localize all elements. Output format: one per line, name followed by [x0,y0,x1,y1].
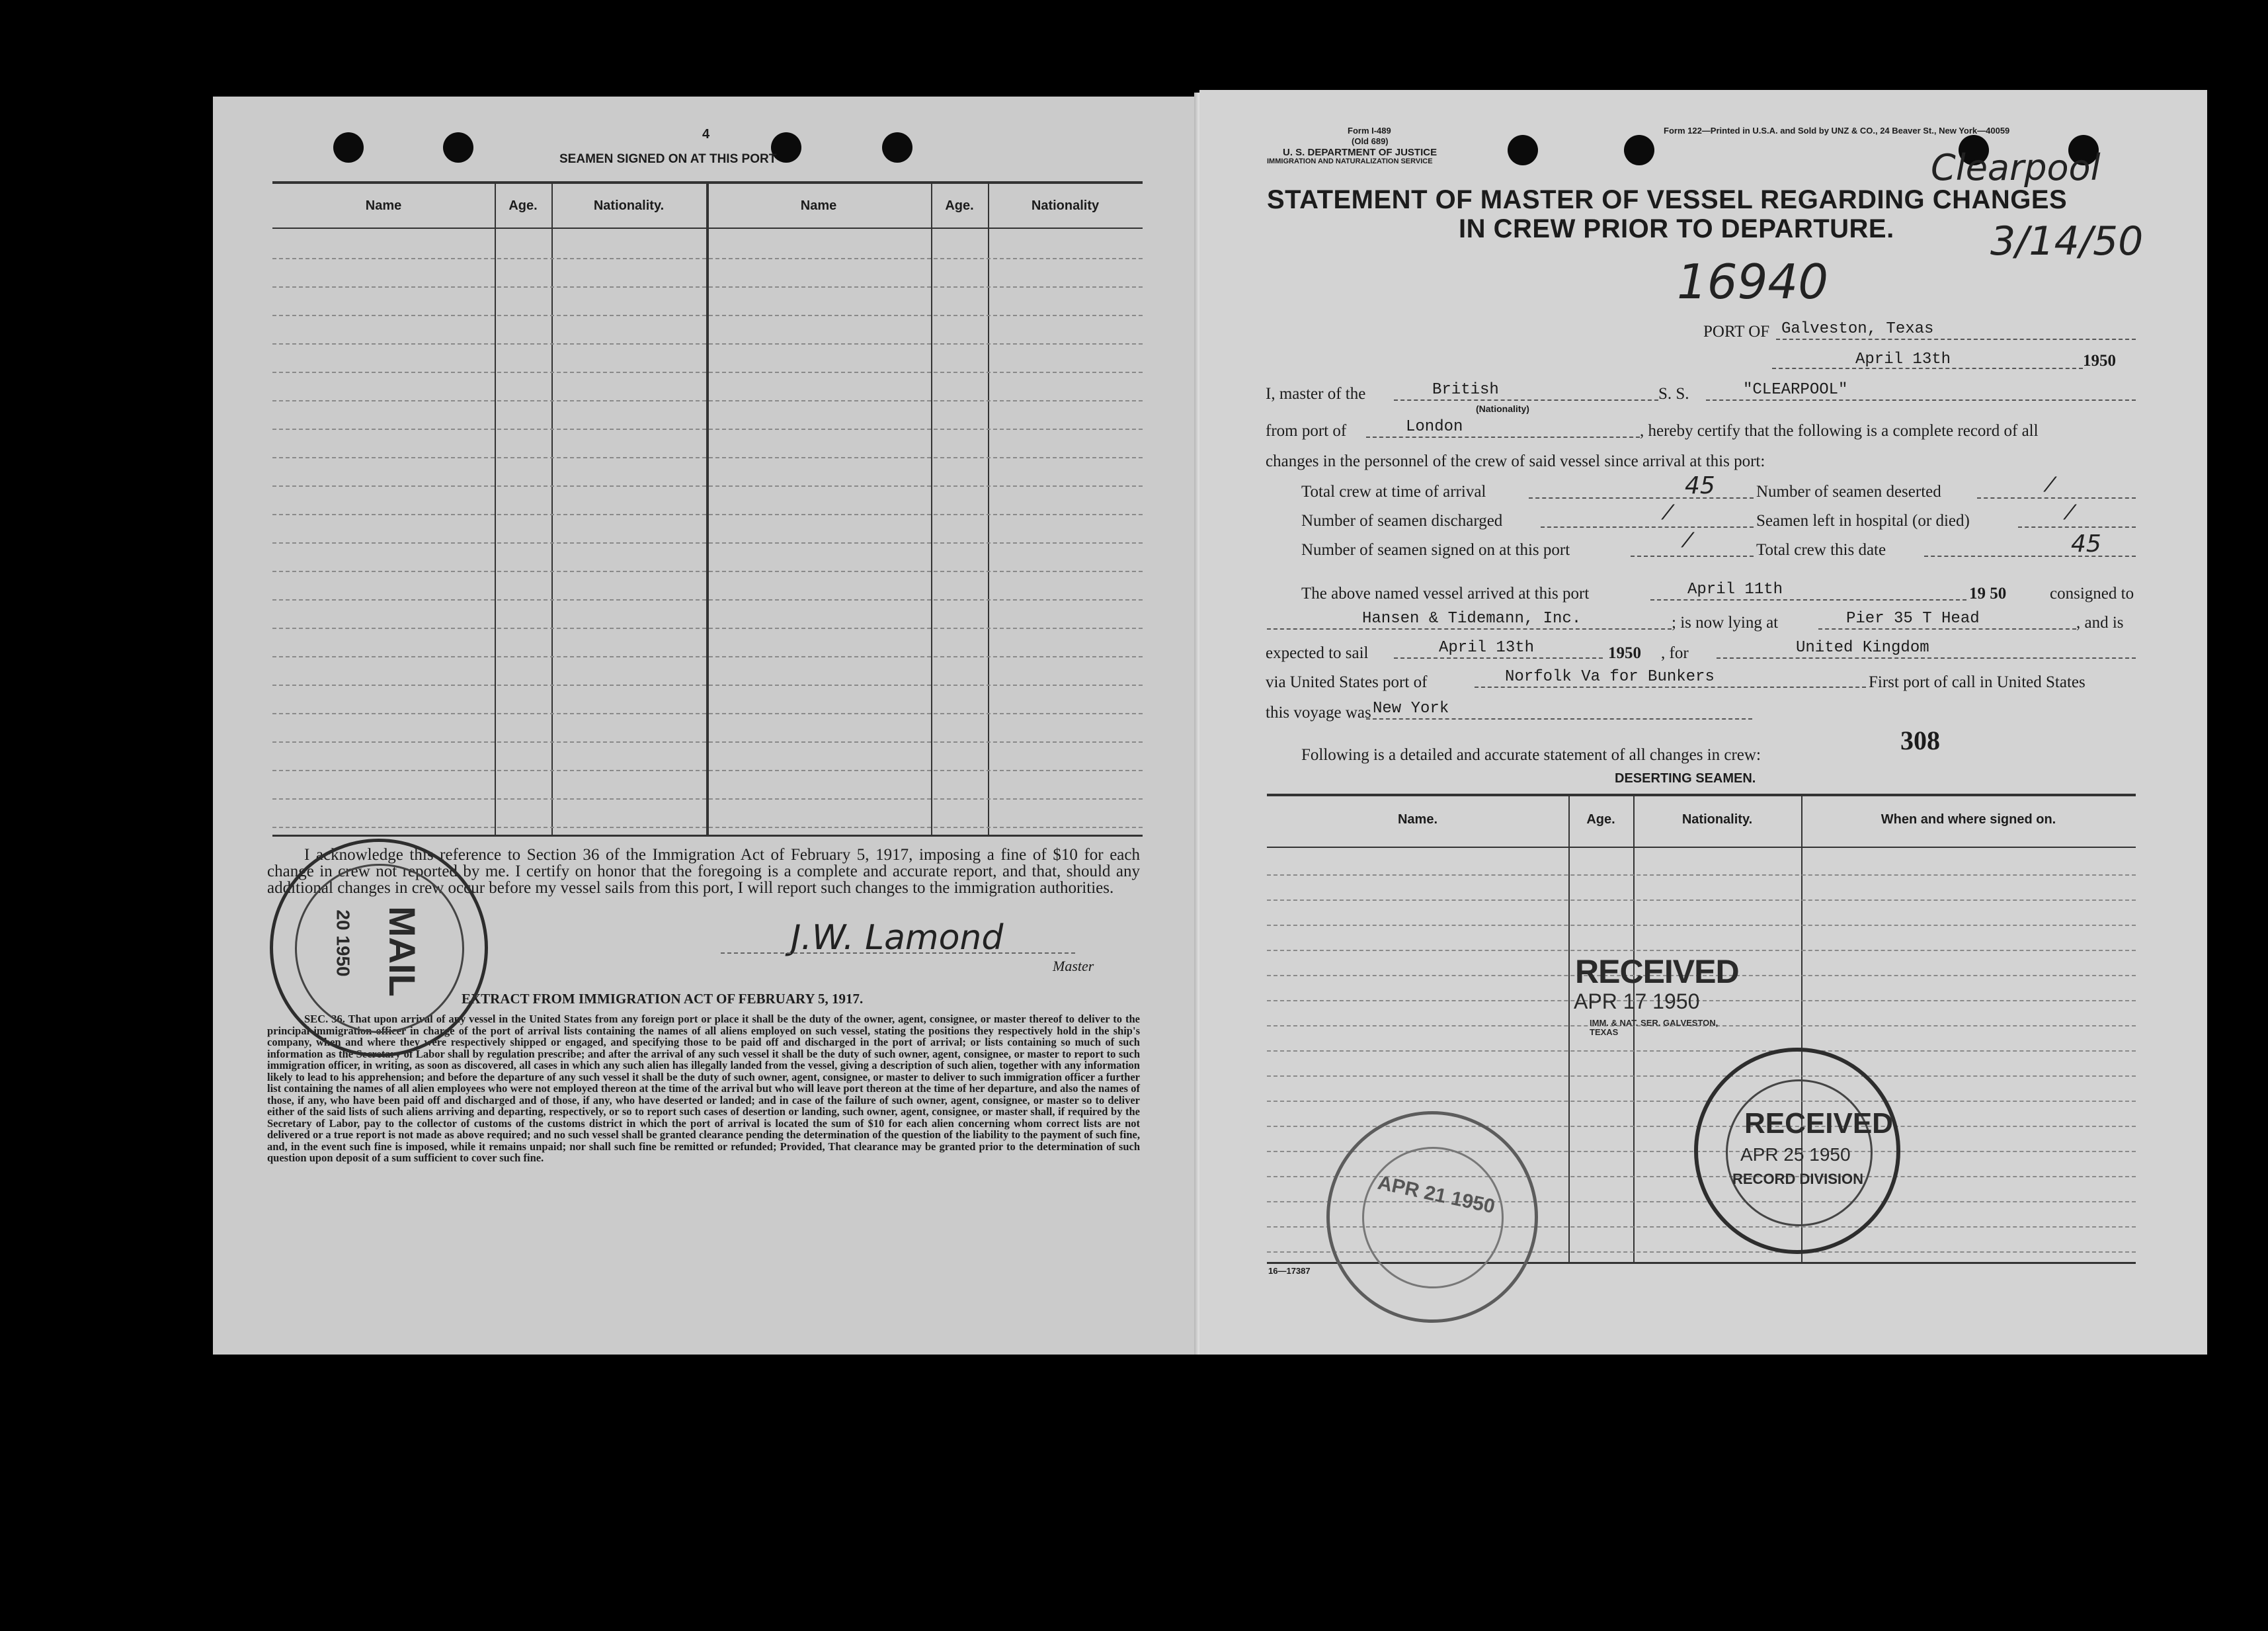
arrived-value: April 11th [1687,581,1783,599]
table-row-line [272,798,1143,800]
total-crew-date-value: 45 [2071,530,2101,558]
table-row-line [272,485,1143,487]
voyage-line [1366,718,1752,720]
table-rule [272,835,1143,837]
table-row-line [272,571,1143,572]
consigned-label: consigned to [2050,585,2134,603]
received-stamp-1-sub: IMM. & NAT. SER. GALVESTON, TEXAS [1590,1018,1719,1037]
expected-line [1394,657,1603,659]
table-row-line [272,656,1143,657]
table-row-line [272,514,1143,515]
table-row-line [272,827,1143,828]
form-title-line2: IN CREW PRIOR TO DEPARTURE. [1459,214,1894,243]
received-stamp-2-date: APR 25 1950 [1740,1144,1851,1165]
table-row-line [272,258,1143,259]
column-header: Name [800,198,837,213]
from-port-line [1366,437,1640,438]
year-value: 1950 [2083,352,2116,370]
extract-text: SEC. 36. That upon arrival of any vessel in the United States from any foreign port or place it shall be the duty of the owner, agent, consignee, or master thereof to deliver to the principal immigration officer in charge of the port of arrival lists containing the names of all aliens employed on such vessel, stating the positions they respectively hold in the ship's company, when and where they were respectively shipped or engaged, and specifying those to be paid off and discharged in the port of arrival; or lists containing so much of such information as the Secretary of Labor shall by regulation prescribe; and after the arrival of any such vessel it shall be the duty of such owner, agent, consignee, or master to report to such immigration officer, in writing, as soon as discovered, all cases in which any such alien has illegally landed from the vessel, giving a description of such alien, together with any information likely to lead to his apprehension; and before the departure of any such vessel it shall be the duty of such owner, agent, consignee, or master to deliver to such immigration officer a further list containing the names of all alien employees who were not employed thereon at the time of the arrival but who will leave port thereon at the time of her departure, and also the names of those, if any, who have been paid off and discharged and of those, if any, who have deserted or landed; and in case of the failure of such owner, agent, consignee, or master so to deliver either of the said lists of such aliens arriving and departing, respectively, or so to report such cases of desertion or landing, such owner, agent, consignee, or master shall, if required by the Secretary of Labor, pay to the collector of customs of the customs district in which the port of arrival is located the sum of $10 for each alien concerning whom correct lists are not delivered or a true report is not made as above required; and no such vessel shall be granted clearance pending the determination of the question of the liability to the payment of such fine, and, in the event such fine is imposed, while it remains unpaid; nor shall such fine be remitted or refunded; Provided, That clearance may be granted prior to the determination of such question upon deposit of a sum sufficient to cover such fine. [267,1013,1140,1164]
signed-on-line [1631,556,1754,557]
handwritten-vessel-name: Clearpool [1931,147,2101,188]
certify-text: , hereby certify that the following is a complete record of all [1640,422,2039,440]
acknowledgement-text: I acknowledge this reference to Section 36 of the Immigration Act of February 5, 1917, imposing a fine of $10 for each change in crew not reported by me. I certify on honor that the foregoing is a complete and accurate report, and that, should any additional changes in crew occur before my vessel sails from this port, I will report such changes to the immigration authorities. [267,846,1140,897]
expected-value: April 13th [1439,639,1535,657]
deserted-line [1977,497,2136,499]
discharged-label: Number of seamen discharged [1301,512,1503,530]
consignee-line [1267,628,1672,630]
received-stamp-1-date: APR 17 1950 [1574,989,1700,1013]
table-row-line [272,542,1143,544]
port-of-line [1776,339,2136,340]
hospital-label: Seamen left in hospital (or died) [1756,512,1970,530]
deserted-label: Number of seamen deserted [1756,483,1941,501]
nationality-caption: (Nationality) [1476,403,1529,414]
punch-hole [882,132,912,163]
left-table-title: SEAMEN SIGNED ON AT THIS PORT [559,152,777,166]
for-value: United Kingdom [1796,639,1929,657]
lying-value: Pier 35 T Head [1846,610,1980,628]
total-crew-date-line [1924,556,2136,557]
voyage-value: New York [1373,700,1449,718]
from-port-label: from port of [1266,422,1347,440]
footer-code: 16—17387 [1268,1266,1311,1276]
printer-line: Form 122—Printed in U.S.A. and Sold by UNZ & CO., 24 Beaver St., New York—40059 [1664,126,2010,136]
nationality-line [1394,399,1658,401]
table-rule [495,184,496,835]
column-header: Nationality. [593,198,665,213]
lying-line [1818,628,2076,630]
received-stamp-1: RECEIVED [1575,953,1739,990]
table-row-line [272,685,1143,686]
from-port-value: London [1406,418,1463,436]
table-rule [551,184,553,835]
table-rule [1267,794,2136,796]
table-row-line [1267,950,2136,951]
table-row-line [272,372,1143,373]
first-port-label: First port of call in United States [1869,673,2086,691]
received-stamp-2-label: RECEIVED [1744,1107,1893,1140]
table-row-line [272,741,1143,743]
hospital-line [2018,526,2136,528]
total-crew-arrival-value: 45 [1685,472,1715,499]
table-row-line [1267,899,2136,901]
punch-hole [1508,135,1538,165]
punch-hole [333,132,364,163]
mail-stamp-date: 20 1950 [333,909,354,977]
arrived-label: The above named vessel arrived at this port [1301,585,1590,603]
arrived-year: 19 50 [1969,585,2007,603]
table-row-line [272,628,1143,629]
and-is-label: , and is [2076,614,2124,632]
dash-mark: ⁄ [1686,529,1690,552]
lying-label: ; is now lying at [1672,614,1779,632]
ss-line [1706,399,2136,401]
table-row-line [272,599,1143,601]
port-of-label: PORT OF [1703,323,1770,341]
form-old-number: (Old 689) [1352,136,1389,146]
for-line [1717,657,2136,659]
page-number: 4 [702,127,710,142]
column-header: Age. [508,198,538,213]
column-header: Nationality [1031,198,1100,213]
total-crew-arrival-line [1529,497,1754,499]
signed-on-label: Number of seamen signed on at this port [1301,541,1570,559]
punch-hole [443,132,473,163]
faint-stamp-date: APR 21 1950 [1375,1171,1497,1218]
master-label: Master [1053,958,1094,974]
table-row-line [272,713,1143,714]
total-crew-date-label: Total crew this date [1756,541,1886,559]
date-line [1772,368,2083,369]
faint-stamp-inner [1362,1147,1504,1288]
master-signature: J.W. Lamond [791,918,1004,958]
table-rule [1568,796,1570,1262]
master-of-label: I, master of the [1266,385,1366,403]
via-value: Norfolk Va for Bunkers [1505,668,1715,686]
expected-label: expected to sail [1266,644,1369,662]
table-row-line [272,286,1143,288]
form-number: Form I-489 [1348,126,1391,136]
service-name: IMMIGRATION AND NATURALIZATION SERVICE [1267,157,1433,165]
signature-line [721,952,1075,954]
table-row-line [1267,1075,2136,1077]
deserting-table-title: DESERTING SEAMEN. [1615,771,1756,786]
column-header: Age. [945,198,974,213]
table-row-line [1267,874,2136,876]
table-row-line [272,770,1143,771]
column-header: When and where signed on. [1881,812,2056,827]
table-row-line [1267,1050,2136,1052]
ss-label: S. S. [1658,385,1689,403]
following-text: Following is a detailed and accurate statement of all changes in crew: [1301,746,1761,764]
mail-stamp-inner [295,864,464,1033]
dash-mark: ⁄ [1666,501,1670,524]
extract-title: EXTRACT FROM IMMIGRATION ACT OF FEBRUARY 5, 1917. [462,991,864,1007]
via-label: via United States port of [1266,673,1428,691]
table-row-line [1267,925,2136,926]
dash-mark: ⁄ [2068,501,2072,524]
column-header: Name [365,198,402,213]
port-of-value: Galveston, Texas [1781,320,1934,338]
date-value: April 13th [1855,351,1951,368]
changes-text: changes in the personnel of the crew of said vessel since arrival at this port: [1266,452,1765,470]
handwritten-308: 308 [1900,726,1940,755]
table-rule [706,184,709,835]
for-label: , for [1661,644,1689,662]
column-header: Name. [1397,812,1438,827]
table-rule [931,184,932,835]
table-rule [988,184,989,835]
table-row-line [272,343,1143,345]
via-line [1475,687,1866,688]
form-title-line1: STATEMENT OF MASTER OF VESSEL REGARDING CHANGES [1267,185,2068,214]
table-row-line [272,429,1143,430]
consignee-value: Hansen & Tidemann, Inc. [1362,610,1582,628]
table-row-line [1267,1101,2136,1102]
dash-mark: ⁄ [2048,474,2052,497]
table-row-line [1267,1000,2136,1001]
handwritten-date: 3/14/50 [1990,218,2144,265]
nationality-value: British [1432,381,1499,399]
discharged-line [1541,526,1754,528]
table-row-line [272,400,1143,401]
column-header: Age. [1586,812,1615,827]
punch-hole [1624,135,1654,165]
arrived-line [1650,599,1966,601]
handwritten-number: 16940 [1677,254,1829,310]
received-stamp-2-sub: RECORD DIVISION [1732,1171,1864,1187]
total-crew-arrival-label: Total crew at time of arrival [1301,483,1486,501]
table-row-line [272,457,1143,458]
expected-year: 1950 [1608,644,1641,662]
mail-stamp-text: MAIL [381,906,423,997]
department-name: U. S. DEPARTMENT OF JUSTICE [1283,147,1438,158]
voyage-label: this voyage was [1266,704,1371,722]
ss-value: "CLEARPOOL" [1743,381,1848,399]
column-header: Nationality. [1681,812,1753,827]
table-rule [1267,847,2136,848]
table-row-line [272,315,1143,316]
